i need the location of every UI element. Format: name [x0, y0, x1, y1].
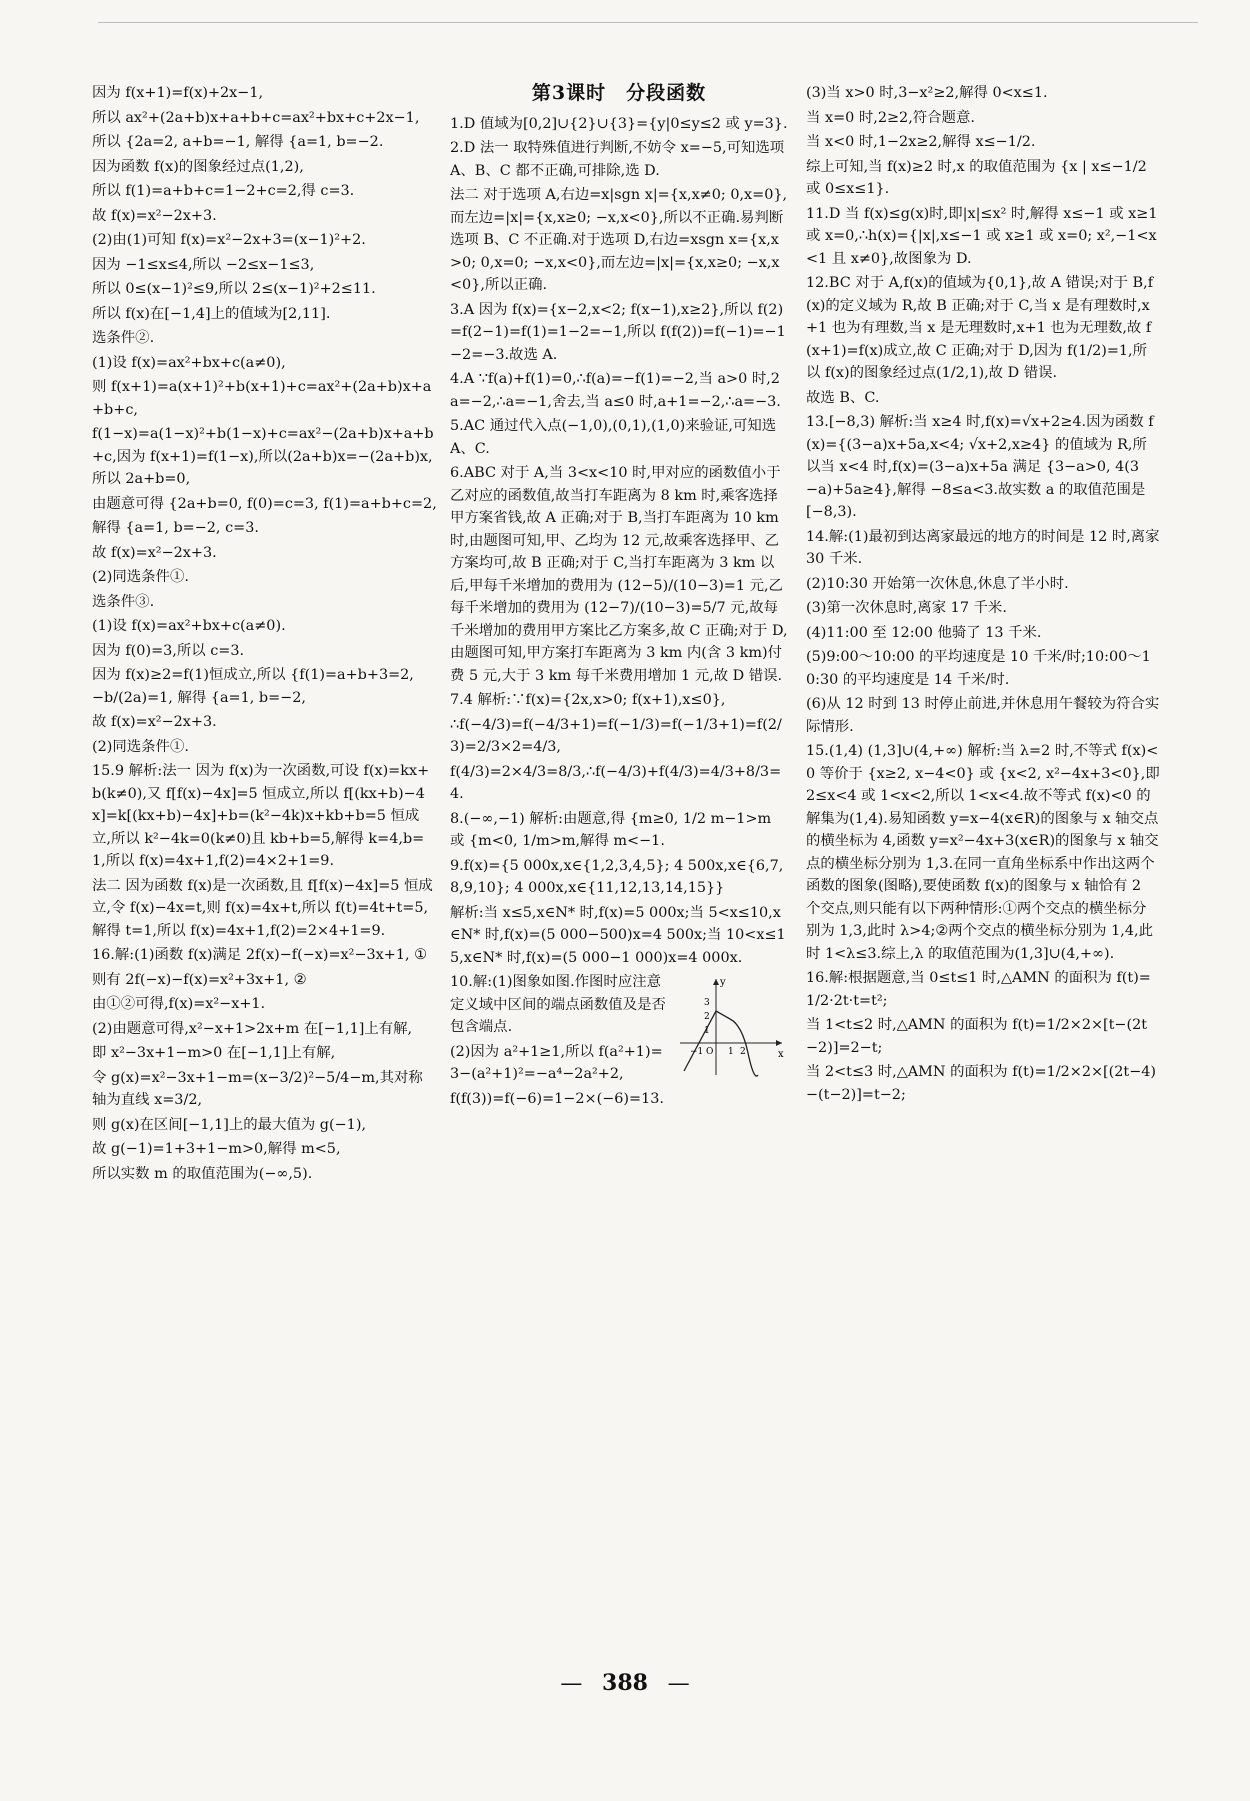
text-line: 因为函数 f(x)的图象经过点(1,2), — [92, 158, 304, 175]
text-line: 解得 {a=1, b=−2, c=3. — [92, 520, 259, 536]
text-line: 所以 0≤(x−1)²≤9,所以 2≤(x−1)²+2≤11. — [92, 281, 376, 297]
text-line: 由题意可得 {2a+b=0, f(0)=c=3, f(1)=a+b+c=2, — [92, 495, 437, 512]
text-line: (1)设 f(x)=ax²+bx+c(a≠0), — [92, 354, 286, 371]
text-line: (2)同选条件①. — [92, 738, 189, 755]
page-number: 388 — [602, 1670, 648, 1696]
text-line: 法二 因为函数 f(x)是一次函数,且 f[f(x)−4x]=5 恒成立,令 f(x)−4x=t,则 f(x)=4x+t,所以 f(t)=4t+t=5,解得 t=1,所以 f(x)=4x+1,f(2)=2×4+1=9. — [92, 877, 433, 939]
tick-label-x1: 1 — [728, 1047, 734, 1057]
text-line: 解析:当 x≤5,x∈N* 时,f(x)=5 000x;当 5<x≤10,x∈N* 时,f(x)=(5 000−500)x=4 500x;当 10<x≤15,x∈N* 时,f(x)=(5 000−1 000)x=4 000x. — [450, 904, 786, 966]
text-line: 即 x²−3x+1−m>0 在[−1,1]上有解, — [92, 1045, 336, 1061]
text-line: ∴f(−4/3)=f(−4/3+1)=f(−1/3)=f(−1/3+1)=f(2/3)=2/3×2=4/3, — [450, 716, 782, 755]
text-line: (2)由题意可得,x²−x+1>2x+m 在[−1,1]上有解, — [92, 1020, 413, 1037]
text-line: 当 1<t≤2 时,△AMN 的面积为 f(t)=1/2×2×[t−(2t−2)]=2−t; — [806, 1017, 1148, 1056]
text-line: 法二 对于选项 A,右边=x|sgn x|={x,x≠0; 0,x=0},而左边=|x|={x,x≥0; −x,x<0},所以不正确.易判断选项 B、C 不正确.对于选项 D,右边=xsgn x={x,x>0; 0,x=0; −x,x<0},而左边=|x|={x,x≥0; −x,x<0},所以正确. — [450, 187, 788, 293]
text-line: 3.A 因为 f(x)={x−2,x<2; f(x−1),x≥2},所以 f(2)=f(2−1)=f(1)=1−2=−1,所以 f(f(2))=f(−1)=−1−2=−3.故选 A. — [450, 301, 786, 363]
text-line: 13.[−8,3) 解析:当 x≥4 时,f(x)=√x+2≥4.因为函数 f(x)={(3−a)x+5a,x<4; √x+2,x≥4} 的值域为 R,所以当 x<4 时,f(x)=(3−a)x+5a 满足 {3−a>0, 4(3−a)+5a≥4},解得 −8≤a<3.故实数 a 的取值范围是[−8,3). — [806, 414, 1154, 520]
text-line: 8.(−∞,−1) 解析:由题意,得 {m≥0, 1/2 m−1>m 或 {m<0, 1/m>m,解得 m<−1. — [450, 810, 772, 849]
text-line: f(4/3)=2×4/3=8/3,∴f(−4/3)+f(4/3)=4/3+8/3=4. — [450, 763, 782, 802]
text-line: 10.解:(1)图象如图.作图时应注意定义域中区间的端点函数值及是否包含端点. — [450, 974, 666, 1035]
text-line: 综上可知,当 f(x)≥2 时,x 的取值范围为 {x | x≤−1/2 或 0≤x≤1}. — [806, 158, 1147, 197]
text-line: 则 f(x+1)=a(x+1)²+b(x+1)+c=ax²+(2a+b)x+a+b+c, — [92, 379, 432, 418]
column-middle-body — [450, 113, 788, 1111]
text-line: 16.解:根据题意,当 0≤t≤1 时,△AMN 的面积为 f(t)=1/2·2t·t=t²; — [806, 970, 1151, 1009]
text-line: 所以 {2a=2, a+b=−1, 解得 {a=1, b=−2. — [92, 134, 384, 150]
text-line: 14.解:(1)最初到达离家最远的地方的时间是 12 时,离家 30 千米. — [806, 528, 1160, 567]
text-line: 故 f(x)=x²−2x+3. — [92, 714, 217, 730]
origin-label: O — [706, 1047, 714, 1057]
text-line: 2.D 法一 取特殊值进行判断,不妨令 x=−5,可知选项 A、B、C 都不正确,可排除,选 D. — [450, 140, 785, 179]
text-line: (6)从 12 时到 13 时停止前进,并休息用午餐较为符合实际情形. — [806, 696, 1160, 735]
tick-label-2: 2 — [704, 1012, 710, 1022]
x-axis-arrow — [776, 1040, 782, 1046]
text-line: 当 x=0 时,2≥2,符合题意. — [806, 109, 975, 126]
text-line: (5)9:00～10:00 的平均速度是 10 千米/时;10:00～10:30 的平均速度是 14 千米/时. — [806, 649, 1151, 688]
column-right — [806, 82, 1160, 1642]
text-line: 当 2<t≤3 时,△AMN 的面积为 f(t)=1/2×2×[(2t−4)−(t−2)]=t−2; — [806, 1064, 1157, 1103]
text-line: (4)11:00 至 12:00 他骑了 13 千米. — [806, 624, 1042, 641]
section-title: 第3课时 分段函数 — [531, 82, 707, 104]
top-rule — [98, 22, 1198, 23]
y-axis-label: y — [720, 977, 726, 988]
text-line: 选条件②. — [92, 330, 155, 346]
column-middle — [450, 82, 788, 1642]
y-axis-arrow — [713, 979, 719, 985]
footer-dash-right: — — [667, 1671, 690, 1696]
x-axis-label: x — [778, 1049, 784, 1060]
text-line: 所以实数 m 的取值范围为(−∞,5). — [92, 1165, 313, 1182]
text-line: (2)由(1)可知 f(x)=x²−2x+3=(x−1)²+2. — [92, 232, 366, 248]
text-line: 4.A ∵f(a)+f(1)=0,∴f(a)=−f(1)=−2,当 a>0 时,2a=−2,∴a=−1,舍去,当 a≤0 时,a+1=−2,∴a=−3. — [450, 371, 781, 410]
text-line: 则有 2f(−x)−f(x)=x²+3x+1, ② — [92, 971, 307, 988]
text-line: 故 f(x)=x²−2x+3. — [92, 544, 217, 561]
text-line: (2)10:30 开始第一次休息,休息了半小时. — [806, 575, 1069, 592]
text-line: 所以 f(x)在[−1,4]上的值域为[2,11]. — [92, 305, 331, 322]
text-line: 12.BC 对于 A,f(x)的值域为{0,1},故 A 错误;对于 B,f(x)的定义域为 R,故 B 正确;对于 C,当 x 是有理数时,x+1 也为有理数,当 x 是无理数时,x+1 也为无理数,故 f(x+1)=f(x)成立,故 C 正确;对于 D,因为 f(1/2)=1,所以 f(x)的图象经过点(1/2,1),故 D 错误. — [806, 275, 1154, 381]
text-line: 7.4 解析:∵f(x)={2x,x>0; f(x+1),x≤0}, — [450, 692, 726, 708]
text-line: 故选 B、C. — [806, 389, 880, 406]
graph-segment-left — [684, 1011, 716, 1071]
text-line: 9.f(x)={5 000x,x∈{1,2,3,4,5}; 4 500x,x∈{6,7,8,9,10}; 4 000x,x∈{11,12,13,14,15}} — [450, 857, 784, 896]
text-line: 令 g(x)=x²−3x+1−m=(x−3/2)²−5/4−m,其对称轴为直线 x=3/2, — [92, 1069, 423, 1108]
text-line: 所以 ax²+(2a+b)x+a+b+c=ax²+bx+c+2x−1, — [92, 109, 420, 126]
text-line: 15.9 解析:法一 因为 f(x)为一次函数,可设 f(x)=kx+b(k≠0),又 f[f(x)−4x]=5 恒成立,所以 f[(kx+b)−4x]=k[(kx+b)−4x]+b=(k²−4k)x+kb+b=5 恒成立,所以 k²−4k=0(k≠0)且 kb+b=5,解得 k=4,b=1,所以 f(x)=4x+1,f(2)=4×2+1=9. — [92, 763, 430, 869]
text-line: (1)设 f(x)=ax²+bx+c(a≠0). — [92, 618, 286, 634]
text-line: 5.AC 通过代入点(−1,0),(0,1),(1,0)来验证,可知选 A、C. — [450, 418, 777, 457]
tick-label-x2: 2 — [740, 1047, 746, 1057]
column-left — [92, 82, 437, 1642]
text-line: 故 f(x)=x²−2x+3. — [92, 207, 217, 224]
text-line: 由①②可得,f(x)=x²−x+1. — [92, 996, 266, 1012]
text-line: (2)同选条件①. — [92, 569, 189, 585]
text-line: 15.(1,4) (1,3]∪(4,+∞) 解析:当 λ=2 时,不等式 f(x)<0 等价于 {x≥2, x−4<0} 或 {x<2, x²−4x+3<0},即 2≤x<4 或 1<x<2,所以 1<x<4.故不等式 f(x)<0 的解集为(1,4).易知函数 y=x−4(x∈R)的图象与 x 轴交点的横坐标为 4,函数 y=x²−4x+3(x∈R)的图象与 x 轴交点的横坐标分别为 1,3.在同一直角坐标系中作出这两个函数的图象(图略),要使函数 f(x)的图象与 x 轴恰有 2 个交点,则只能有以下两种情形:①两个交点的横坐标分别为 1,3,此时 λ>4;②两个交点的横坐标分别为 1,4,此时 1<λ≤3.综上,λ 的取值范围为(1,3]∪(4,+∞). — [806, 743, 1160, 962]
text-line: 选条件③. — [92, 593, 155, 610]
text-line: 因为 f(x+1)=f(x)+2x−1, — [92, 85, 264, 101]
function-graph-figure — [676, 975, 788, 1079]
tick-label-3: 3 — [704, 998, 710, 1008]
text-line: 因为 −1≤x≤4,所以 −2≤x−1≤3, — [92, 256, 315, 273]
text-line: (2)因为 a²+1≥1,所以 f(a²+1)=3−(a²+1)²=−a⁴−2a²+2, — [450, 1043, 663, 1082]
text-line: f(1−x)=a(1−x)²+b(1−x)+c=ax²−(2a+b)x+a+b+c,因为 f(x+1)=f(1−x),所以(2a+b)x=−(2a+b)x,所以 2a+b=0, — [92, 426, 434, 487]
text-line: 1.D 值域为[0,2]∪{2}∪{3}={y|0≤y≤2 或 y=3}. — [450, 115, 788, 132]
text-line: 11.D 当 f(x)≤g(x)时,即|x|≤x² 时,解得 x≤−1 或 x≥1 或 x=0,∴h(x)={|x|,x≤−1 或 x≥1 或 x=0; x²,−1<x<1 且 x≠0},故图象为 D. — [806, 205, 1158, 267]
text-line: 当 x<0 时,1−2x≥2,解得 x≤−1/2. — [806, 134, 1036, 150]
text-line: 所以 f(1)=a+b+c=1−2+c=2,得 c=3. — [92, 183, 355, 199]
text-line: 因为 f(x)≥2=f(1)恒成立,所以 {f(1)=a+b+3=2, −b/(2a)=1, 解得 {a=1, b=−2, — [92, 667, 414, 706]
page-footer — [0, 1672, 1250, 1696]
graph-segment-middle — [716, 1011, 730, 1019]
text-line: 则 g(x)在区间[−1,1]上的最大值为 g(−1), — [92, 1116, 367, 1133]
text-line: f(f(3))=f(−6)=1−2×(−6)=13. — [450, 1090, 664, 1107]
tick-label-neg1: −1 — [690, 1047, 704, 1057]
text-line: 16.解:(1)函数 f(x)满足 2f(x)−f(−x)=x²−3x+1, ① — [92, 947, 428, 963]
text-line: (3)第一次休息时,离家 17 千米. — [806, 600, 1007, 616]
tick-label-1: 1 — [704, 1026, 710, 1036]
footer-dash-left: — — [560, 1671, 583, 1696]
text-line: 因为 f(0)=3,所以 c=3. — [92, 642, 245, 659]
text-line: 故 g(−1)=1+3+1−m>0,解得 m<5, — [92, 1141, 341, 1157]
text-line: 6.ABC 对于 A,当 3<x<10 时,甲对应的函数值小于乙对应的函数值,故当打车距离为 8 km 时,乘客选择甲方案省钱,故 A 正确;对于 B,当打车距离为 10 km 时,由题图可知,甲、乙均为 12 元,故乘客选择甲、乙方案均可,故 B 正确;对于 C,当打车距离为 3 km 以后,甲每千米增加的费用为 (12−5)/(10−3)=1 元,乙每千米增加的费用为 (12−7)/(10−3)=5/7 元,故每千米增加的费用甲方案比乙方案多,故 C 正确;对于 D,由题图可知,甲方案打车距离为 3 km 内(含 3 km)付费 5 元,大于 3 km 每千米费用增加 1 元,故 D 错误. — [450, 465, 788, 684]
text-line: (3)当 x>0 时,3−x²≥2,解得 0<x≤1. — [806, 85, 1048, 101]
